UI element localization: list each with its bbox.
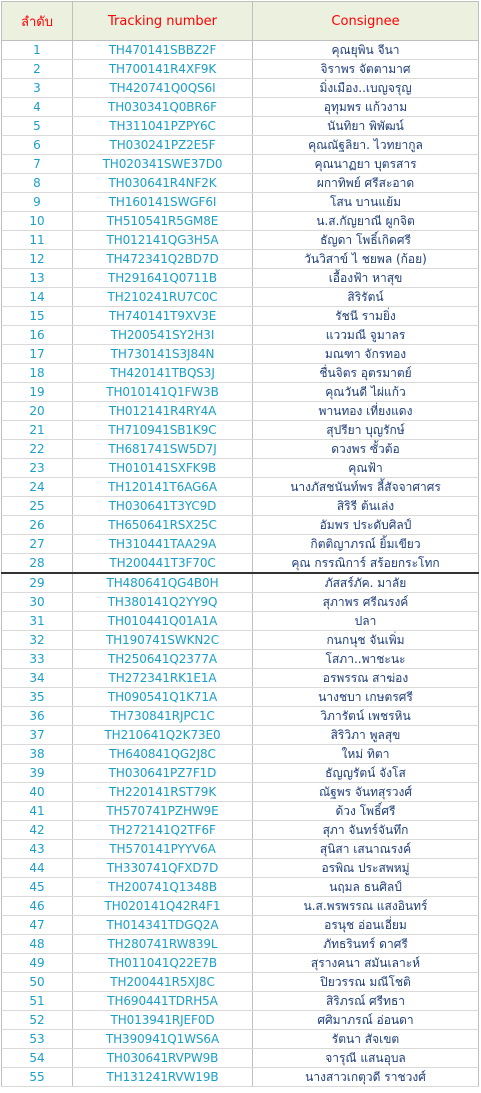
consignee-name: อรนุช อ่อนเอี่ยม (253, 916, 479, 935)
row-number: 51 (2, 992, 73, 1011)
table-row (2, 136, 479, 155)
table-row (2, 916, 479, 935)
row-number: 24 (2, 478, 73, 497)
tracking-number: TH010141Q1FW3B (73, 383, 253, 402)
row-number: 1 (2, 41, 73, 60)
row-number: 25 (2, 497, 73, 516)
row-number: 32 (2, 631, 73, 650)
tracking-number: TH012141QG3H5A (73, 231, 253, 250)
tracking-number: TH480641QG4B0H (73, 573, 253, 593)
table-row (2, 440, 479, 459)
tracking-number: TH020341SWE37D0 (73, 155, 253, 174)
consignee-name: ภัสสร์ภัค. มาลัย (253, 573, 479, 593)
consignee-name: รัชนี รามยิ่ง (253, 307, 479, 326)
table-row (2, 897, 479, 916)
tracking-number: TH380141Q2YY9Q (73, 593, 253, 612)
consignee-name: มิ่งเมือง..เบญจรุญ (253, 79, 479, 98)
row-number: 55 (2, 1068, 73, 1087)
consignee-name: นางภัสชนันท์พร ลี้สัจจาศาศร (253, 478, 479, 497)
table-row (2, 212, 479, 231)
table-row (2, 41, 479, 60)
consignee-name: สิริรัตน์ (253, 288, 479, 307)
tracking-number: TH190741SWKN2C (73, 631, 253, 650)
table-row (2, 935, 479, 954)
tracking-number: TH030641R4NF2K (73, 174, 253, 193)
tracking-number: TH740141T9XV3E (73, 307, 253, 326)
table-row (2, 840, 479, 859)
consignee-name: ดวงพร ซั้วต้อ (253, 440, 479, 459)
table-row (2, 174, 479, 193)
row-number: 15 (2, 307, 73, 326)
consignee-name: สุภาพร ศรีณรงค์ (253, 593, 479, 612)
consignee-name: คุณยุพิน จีนา (253, 41, 479, 60)
tracking-number: TH570741PZHW9E (73, 802, 253, 821)
tracking-number: TH131241RVW19B (73, 1068, 253, 1087)
row-number: 12 (2, 250, 73, 269)
table-row (2, 535, 479, 554)
table-row (2, 573, 479, 593)
row-number: 17 (2, 345, 73, 364)
consignee-name: สุปรียา บุญรักษ์ (253, 421, 479, 440)
row-number: 27 (2, 535, 73, 554)
tracking-number: TH030641T3YC9D (73, 497, 253, 516)
consignee-name: ณัฐพร จันทสุรวงศ์ (253, 783, 479, 802)
consignee-name: จารุณี แสนอุบล (253, 1049, 479, 1068)
table-row (2, 1068, 479, 1087)
row-number: 4 (2, 98, 73, 117)
tracking-number: TH210241RU7C0C (73, 288, 253, 307)
consignee-name: กิตติญาภรณ์ ยิ้มเขียว (253, 535, 479, 554)
table-row (2, 992, 479, 1011)
table-row (2, 783, 479, 802)
tracking-number: TH030341Q0BR6F (73, 98, 253, 117)
tracking-number: TH030641RVPW9B (73, 1049, 253, 1068)
row-number: 50 (2, 973, 73, 992)
row-number: 39 (2, 764, 73, 783)
consignee-name: คุณ กรรณิการ์ สร้อยกระโทก (253, 554, 479, 574)
tracking-number: TH291641Q0711B (73, 269, 253, 288)
consignee-name: ปิยวรรณ มณีโชติ (253, 973, 479, 992)
row-number: 53 (2, 1030, 73, 1049)
row-number: 49 (2, 954, 73, 973)
consignee-name: ชื่นจิตร อุตรมาตย์ (253, 364, 479, 383)
row-number: 5 (2, 117, 73, 136)
tracking-number: TH030241PZ2E5F (73, 136, 253, 155)
table-row (2, 117, 479, 136)
row-number: 20 (2, 402, 73, 421)
row-number: 33 (2, 650, 73, 669)
row-number: 30 (2, 593, 73, 612)
consignee-name: ศศิมาภรณ์ อ่อนดา (253, 1011, 479, 1030)
header-row (2, 2, 479, 41)
tracking-number: TH010141SXFK9B (73, 459, 253, 478)
consignee-name: ธัญญรัตน์ จังโส (253, 764, 479, 783)
table-row (2, 193, 479, 212)
tracking-number: TH510541R5GM8E (73, 212, 253, 231)
tracking-number: TH272341RK1E1A (73, 669, 253, 688)
row-number: 31 (2, 612, 73, 631)
tracking-number: TH010441Q01A1A (73, 612, 253, 631)
table-row (2, 1049, 479, 1068)
consignee-name: สิริรี ต้นเล่ง (253, 497, 479, 516)
table-row (2, 345, 479, 364)
row-number: 38 (2, 745, 73, 764)
table-row (2, 307, 479, 326)
row-number: 52 (2, 1011, 73, 1030)
consignee-name: ด้วง โพธิ์ศรี (253, 802, 479, 821)
row-number: 9 (2, 193, 73, 212)
table-row (2, 973, 479, 992)
table-row (2, 269, 479, 288)
tracking-number: TH310441TAA29A (73, 535, 253, 554)
table-row (2, 497, 479, 516)
tracking-number: TH330741QFXD7D (73, 859, 253, 878)
tracking-number: TH020141Q42R4F1 (73, 897, 253, 916)
consignee-name: รัตนา สัจเขต (253, 1030, 479, 1049)
table-row (2, 859, 479, 878)
row-number: 13 (2, 269, 73, 288)
table-row (2, 821, 479, 840)
tracking-number: TH200741Q1348B (73, 878, 253, 897)
row-number: 46 (2, 897, 73, 916)
tracking-number: TH200441R5XJ8C (73, 973, 253, 992)
consignee-name: ปลา (253, 612, 479, 631)
consignee-name: คุณนาฏยา บุตรสาร (253, 155, 479, 174)
consignee-name: ใหม่ ทิตา (253, 745, 479, 764)
row-number: 44 (2, 859, 73, 878)
consignee-name: แววมณี จูมาลร (253, 326, 479, 345)
tracking-number: TH280741RW839L (73, 935, 253, 954)
row-number: 16 (2, 326, 73, 345)
table-row (2, 650, 479, 669)
consignee-name: คุณณัฐลิยา. ไวทยากูล (253, 136, 479, 155)
consignee-name: โสน บานแย้ม (253, 193, 479, 212)
tracking-number: TH030641PZ7F1D (73, 764, 253, 783)
tracking-number: TH420141TBQS3J (73, 364, 253, 383)
tracking-number: TH640841QG2J8C (73, 745, 253, 764)
consignee-name: สิริวิภา พูลสุข (253, 726, 479, 745)
consignee-name: อัมพร ประดับศิลป์ (253, 516, 479, 535)
consignee-name: นางชบา เกษตรศรี (253, 688, 479, 707)
table-row (2, 364, 479, 383)
tracking-number: TH420741Q0QS6I (73, 79, 253, 98)
header-no: ลำดับ (2, 2, 73, 41)
header-consignee: Consignee (253, 2, 479, 41)
table-row (2, 421, 479, 440)
table-row (2, 954, 479, 973)
consignee-name: ผกาทิพย์ ศรีสะอาด (253, 174, 479, 193)
tracking-number: TH570141PYYV6A (73, 840, 253, 859)
row-number: 47 (2, 916, 73, 935)
consignee-name: คุณฟ้า (253, 459, 479, 478)
tracking-number: TH011041Q22E7B (73, 954, 253, 973)
tracking-number: TH200541SY2H3I (73, 326, 253, 345)
consignee-name: อุทุมพร แก้วงาม (253, 98, 479, 117)
row-number: 41 (2, 802, 73, 821)
row-number: 34 (2, 669, 73, 688)
tracking-number: TH472341Q2BD7D (73, 250, 253, 269)
row-number: 14 (2, 288, 73, 307)
tracking-number: TH250641Q2377A (73, 650, 253, 669)
consignee-name: เอื้องฟ้า หาสุข (253, 269, 479, 288)
row-number: 42 (2, 821, 73, 840)
table-row (2, 383, 479, 402)
consignee-name: สุนิสา เสนาณรงค์ (253, 840, 479, 859)
consignee-name: สิริภรณ์ ศรีทธา (253, 992, 479, 1011)
row-number: 28 (2, 554, 73, 574)
consignee-name: พานทอง เที่ยงแดง (253, 402, 479, 421)
row-number: 19 (2, 383, 73, 402)
tracking-number: TH690441TDRH5A (73, 992, 253, 1011)
consignee-name: สุภา จันทร์จันทึก (253, 821, 479, 840)
table-row (2, 79, 479, 98)
consignee-name: ภัทธรินทร์ ดาศรี (253, 935, 479, 954)
header-tracking-number: Tracking number (73, 2, 253, 41)
tracking-number: TH730141S3J84N (73, 345, 253, 364)
row-number: 3 (2, 79, 73, 98)
tracking-number: TH160141SWGF6I (73, 193, 253, 212)
row-number: 54 (2, 1049, 73, 1068)
consignee-name: กนกนุช จันเพิ่ม (253, 631, 479, 650)
table-row (2, 288, 479, 307)
row-number: 6 (2, 136, 73, 155)
row-number: 2 (2, 60, 73, 79)
tracking-number: TH390941Q1WS6A (73, 1030, 253, 1049)
consignee-name: คุณวันดี ไผ่แก้ว (253, 383, 479, 402)
table-row (2, 593, 479, 612)
row-number: 23 (2, 459, 73, 478)
consignee-name: มณฑา จักรทอง (253, 345, 479, 364)
tracking-number: TH311041PZPY6C (73, 117, 253, 136)
consignee-name: น.ส.กัญยาณี ผูกจิต (253, 212, 479, 231)
tracking-number: TH730841RJPC1C (73, 707, 253, 726)
table-row (2, 554, 479, 574)
table-row (2, 1011, 479, 1030)
consignee-name: จิราพร จัตตามาศ (253, 60, 479, 79)
consignee-name: นางสาวเกตุวดี ราชวงศ์ (253, 1068, 479, 1087)
tracking-number: TH013941RJEF0D (73, 1011, 253, 1030)
tracking-number: TH210641Q2K73E0 (73, 726, 253, 745)
tracking-number: TH014341TDGQ2A (73, 916, 253, 935)
table-row (2, 612, 479, 631)
tracking-number: TH120141T6AG6A (73, 478, 253, 497)
table-row (2, 802, 479, 821)
table-row (2, 631, 479, 650)
table-row (2, 726, 479, 745)
table-row (2, 155, 479, 174)
tracking-number: TH272141Q2TF6F (73, 821, 253, 840)
consignee-name: โสภา..พาชะนะ (253, 650, 479, 669)
row-number: 40 (2, 783, 73, 802)
row-number: 21 (2, 421, 73, 440)
row-number: 43 (2, 840, 73, 859)
consignee-name: นฤมล ธนศิลป์ (253, 878, 479, 897)
tracking-number: TH220141RST79K (73, 783, 253, 802)
table-row (2, 1030, 479, 1049)
consignee-name: น.ส.พรพรรณ แสงอินทร์ (253, 897, 479, 916)
consignee-name: สุรางคนา สมันเลาะห์ (253, 954, 479, 973)
row-number: 37 (2, 726, 73, 745)
consignee-name: วิภารัตน์ เพชรหิน (253, 707, 479, 726)
row-number: 26 (2, 516, 73, 535)
table-row (2, 878, 479, 897)
table-row (2, 688, 479, 707)
tracking-number: TH470141SBBZ2F (73, 41, 253, 60)
tracking-number: TH012141R4RY4A (73, 402, 253, 421)
table-row (2, 459, 479, 478)
row-number: 10 (2, 212, 73, 231)
row-number: 35 (2, 688, 73, 707)
row-number: 45 (2, 878, 73, 897)
tracking-table (1, 1, 479, 1087)
row-number: 11 (2, 231, 73, 250)
consignee-name: ธัญดา โพธิ์เกิดศรี (253, 231, 479, 250)
table-row (2, 60, 479, 79)
row-number: 8 (2, 174, 73, 193)
tracking-number: TH650641RSX25C (73, 516, 253, 535)
table-row (2, 98, 479, 117)
consignee-name: อรพรรณ สาฆ่อง (253, 669, 479, 688)
table-row (2, 707, 479, 726)
row-number: 22 (2, 440, 73, 459)
table-row (2, 516, 479, 535)
table-row (2, 402, 479, 421)
consignee-name: อรพิณ ประสพหมู่ (253, 859, 479, 878)
table-row (2, 669, 479, 688)
tracking-number: TH681741SW5D7J (73, 440, 253, 459)
table-row (2, 231, 479, 250)
table-row (2, 764, 479, 783)
tracking-number: TH090541Q1K71A (73, 688, 253, 707)
tracking-number: TH700141R4XF9K (73, 60, 253, 79)
row-number: 18 (2, 364, 73, 383)
tracking-number: TH710941SB1K9C (73, 421, 253, 440)
table-row (2, 326, 479, 345)
table-row (2, 745, 479, 764)
row-number: 48 (2, 935, 73, 954)
table-row (2, 478, 479, 497)
consignee-name: นันทิยา พิพัฒน์ (253, 117, 479, 136)
table-row (2, 250, 479, 269)
row-number: 29 (2, 573, 73, 593)
row-number: 36 (2, 707, 73, 726)
consignee-name: วันวิสาข์ ไ ชยพล (ก้อย) (253, 250, 479, 269)
tracking-number: TH200441T3F70C (73, 554, 253, 574)
row-number: 7 (2, 155, 73, 174)
